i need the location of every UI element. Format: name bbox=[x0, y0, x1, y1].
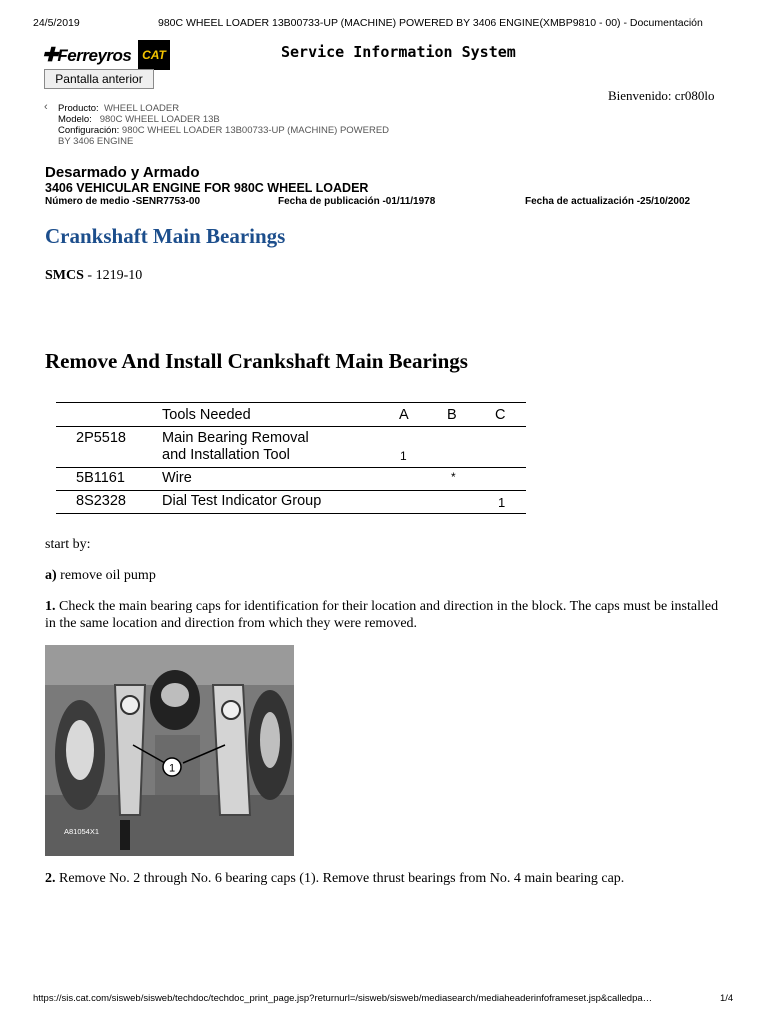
system-title: Service Information System bbox=[281, 43, 516, 61]
bearing-caps-photo bbox=[45, 645, 294, 856]
dealer-logo-text: ✚Ferreyros bbox=[42, 45, 132, 66]
step-a-label: a) bbox=[45, 568, 57, 583]
product-value: WHEEL LOADER bbox=[103, 103, 180, 114]
table-row-part: 5B1161 bbox=[76, 470, 125, 486]
smcs-value: - 1219-10 bbox=[83, 268, 143, 283]
print-title: 980C WHEEL LOADER 13B00733-UP (MACHINE) POWERED BY 3406 ENGINE(XMBP9810 - 00) - Documentación bbox=[158, 17, 703, 29]
table-row-part: 2P5518 bbox=[76, 430, 126, 446]
media-number: Número de medio -SENR7753-00 bbox=[45, 196, 201, 207]
print-page-number: 1/4 bbox=[720, 993, 734, 1004]
page-title: Crankshaft Main Bearings bbox=[45, 224, 286, 248]
start-by-text: start by: bbox=[45, 537, 91, 552]
table-row-qty-c: 1 bbox=[498, 495, 506, 510]
cat-logo-icon: CAT bbox=[138, 40, 170, 70]
table-rule bbox=[56, 402, 526, 403]
step-a-text: remove oil pump bbox=[56, 568, 156, 583]
publication-date: Fecha de publicación -01/11/1978 bbox=[278, 196, 436, 207]
config-label: Configuración: bbox=[58, 125, 120, 136]
table-rule bbox=[56, 513, 526, 514]
step-2 bbox=[45, 870, 725, 887]
smcs-label: SMCS bbox=[45, 268, 84, 283]
photo-callout: 1 bbox=[168, 762, 176, 775]
step-2-label: 2. bbox=[45, 871, 56, 886]
config-value-cont: BY 3406 ENGINE bbox=[58, 136, 134, 147]
table-rule bbox=[56, 490, 526, 491]
step-1-text: Check the main bearing caps for identification for their location and direction in the block. The caps must be installed in the same location and direction from which they were removed. bbox=[45, 599, 719, 631]
photo-code: A81054X1 bbox=[64, 827, 100, 836]
config-value: 980C WHEEL LOADER 13B00733-UP (MACHINE) POWERED bbox=[121, 125, 390, 136]
step-1 bbox=[45, 598, 725, 632]
step-2-text: Remove No. 2 through No. 6 bearing caps (1). Remove thrust bearings from No. 4 main bearing cap. bbox=[55, 871, 625, 886]
doc-section: Desarmado y Armado bbox=[45, 164, 200, 181]
ferreyros-cat-logo bbox=[42, 40, 170, 70]
table-header-tools: Tools Needed bbox=[162, 407, 251, 423]
smcs-code bbox=[45, 268, 142, 284]
table-rule bbox=[56, 426, 526, 427]
table-header-a: A bbox=[399, 407, 409, 423]
step-a bbox=[45, 567, 725, 584]
table-header-b: B bbox=[447, 407, 457, 423]
table-row-name: and Installation Tool bbox=[162, 447, 290, 463]
print-date: 24/5/2019 bbox=[33, 17, 80, 29]
table-row-qty-b: * bbox=[451, 470, 456, 484]
welcome-user: Bienvenido: cr080lo bbox=[608, 88, 715, 103]
table-row-part: 8S2328 bbox=[76, 493, 126, 509]
update-date: Fecha de actualización -25/10/2002 bbox=[525, 196, 691, 207]
table-rule bbox=[56, 467, 526, 468]
previous-screen-button[interactable]: Pantalla anterior bbox=[44, 69, 154, 89]
print-url: https://sis.cat.com/sisweb/sisweb/techdoc/techdoc_print_page.jsp?returnurl=/sisweb/sisweb/mediasearch/mediaheaderinfoframeset.jsp&calledpa… bbox=[33, 993, 653, 1004]
table-row-name: Main Bearing Removal bbox=[162, 430, 309, 446]
table-row-name: Wire bbox=[162, 470, 192, 486]
product-label: Producto: bbox=[58, 103, 99, 114]
table-row-name: Dial Test Indicator Group bbox=[162, 493, 322, 509]
table-header-c: C bbox=[495, 407, 506, 423]
chevron-left-icon[interactable]: ‹ bbox=[44, 101, 48, 113]
product-info bbox=[58, 103, 389, 147]
step-1-label: 1. bbox=[45, 599, 56, 614]
doc-engine: 3406 VEHICULAR ENGINE FOR 980C WHEEL LOADER bbox=[45, 181, 369, 195]
model-value: 980C WHEEL LOADER 13B bbox=[99, 114, 220, 125]
procedure-heading: Remove And Install Crankshaft Main Bearings bbox=[45, 349, 468, 373]
table-row-qty-a: 1 bbox=[400, 449, 407, 463]
model-label: Modelo: bbox=[58, 114, 92, 125]
